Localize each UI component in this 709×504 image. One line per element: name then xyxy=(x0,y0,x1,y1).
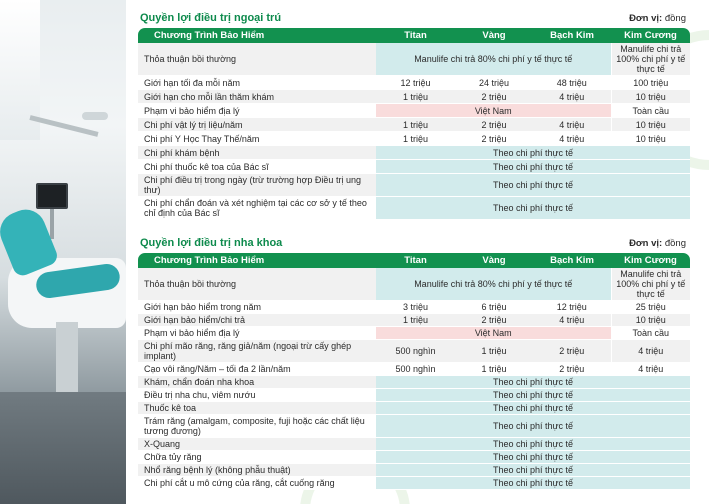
actual-cost-cell: Theo chi phí thực tế xyxy=(376,451,690,464)
cell-value: 12 triệu xyxy=(533,301,611,314)
row-label: Phạm vi bảo hiểm địa lý xyxy=(138,104,376,118)
table-row xyxy=(138,438,690,451)
row-label: Chi phí Y Học Thay Thế/năm xyxy=(138,132,376,146)
monitor-stand xyxy=(50,209,54,239)
table-header-row xyxy=(138,253,690,268)
cell-value: 2 triệu xyxy=(533,363,611,376)
row-label: X-Quang xyxy=(138,438,376,451)
actual-cost-cell: Theo chi phí thực tế xyxy=(376,174,690,197)
row-label: Chi phí mão răng, răng giả/năm (ngoại trừ cấy ghép implant) xyxy=(138,340,376,363)
cell-value: 2 triệu xyxy=(455,132,533,146)
merged-cell: Manulife chi trả 80% chi phí y tế thực tế xyxy=(376,268,611,301)
cell-value: 2 triệu xyxy=(455,118,533,132)
cell-value: 4 triệu xyxy=(533,132,611,146)
actual-cost-cell: Theo chi phí thực tế xyxy=(376,464,690,477)
row-label: Thỏa thuận bồi thường xyxy=(138,268,376,301)
row-label: Chi phí chẩn đoán và xét nghiệm tại các cơ sở y tế theo chỉ định của Bác sĩ xyxy=(138,197,376,220)
table-row xyxy=(138,363,690,376)
section-title: Quyền lợi điều trị ngoại trú xyxy=(140,12,282,24)
unit-value: đồng xyxy=(664,13,686,24)
table-row xyxy=(138,90,690,104)
merged-cell: Manulife chi trả 80% chi phí y tế thực tế xyxy=(376,43,611,76)
row-label: Cạo vôi răng/Năm – tối đa 2 lần/năm xyxy=(138,363,376,376)
row-label: Chi phí điều trị trong ngày (trừ trường hợp Điều trị ung thư) xyxy=(138,174,376,197)
cell-value: 2 triệu xyxy=(533,340,611,363)
chair-base xyxy=(56,322,78,392)
col-header-vang: Vàng xyxy=(455,28,533,43)
table-row xyxy=(138,340,690,363)
table-row xyxy=(138,268,690,301)
row-label: Trám răng (amalgam, composite, fuji hoặc các chất liệu tương đương) xyxy=(138,415,376,438)
cell-value: Manulife chi trả 100% chi phí y tế thực tế xyxy=(611,268,690,301)
cell-value: 10 triệu xyxy=(611,118,690,132)
actual-cost-cell: Theo chi phí thực tế xyxy=(376,415,690,438)
table-row xyxy=(138,118,690,132)
cell-value: 10 triệu xyxy=(611,314,690,327)
dental-section xyxy=(138,235,690,490)
row-label: Thỏa thuận bồi thường xyxy=(138,43,376,76)
table-body xyxy=(138,43,690,220)
table-row xyxy=(138,376,690,389)
col-header-program: Chương Trình Bảo Hiểm xyxy=(138,253,376,268)
floor xyxy=(0,392,126,504)
cell-value: 48 triệu xyxy=(533,76,611,90)
cell-value: 4 triệu xyxy=(533,118,611,132)
section-title: Quyền lợi điều trị nha khoa xyxy=(140,237,283,249)
row-label: Chi phí cắt u mô cứng của răng, cắt cuống răng xyxy=(138,477,376,490)
table-row xyxy=(138,451,690,464)
cell-value: 1 triệu xyxy=(455,363,533,376)
table-row xyxy=(138,174,690,197)
cell-value: 3 triệu xyxy=(376,301,455,314)
table-row xyxy=(138,104,690,118)
cell-value: 1 triệu xyxy=(455,340,533,363)
cell-value: 1 triệu xyxy=(376,90,455,104)
actual-cost-cell: Theo chi phí thực tế xyxy=(376,160,690,174)
table-row xyxy=(138,301,690,314)
cell-value: 4 triệu xyxy=(611,363,690,376)
col-header-bach-kim: Bạch Kim xyxy=(533,253,611,268)
row-label: Giới hạn bảo hiểm trong năm xyxy=(138,301,376,314)
table-row xyxy=(138,415,690,438)
lamp xyxy=(82,112,108,120)
row-label: Phạm vi bảo hiểm địa lý xyxy=(138,327,376,340)
cell-value: 2 triệu xyxy=(455,90,533,104)
table-row xyxy=(138,327,690,340)
actual-cost-cell: Theo chi phí thực tế xyxy=(376,146,690,160)
col-header-vang: Vàng xyxy=(455,253,533,268)
actual-cost-cell: Theo chi phí thực tế xyxy=(376,376,690,389)
unit-label: Đơn vị: xyxy=(629,13,663,24)
cell-value: 4 triệu xyxy=(611,340,690,363)
col-header-titan: Titan xyxy=(376,253,455,268)
col-header-bach-kim: Bạch Kim xyxy=(533,28,611,43)
actual-cost-cell: Theo chi phí thực tế xyxy=(376,402,690,415)
row-label: Khám, chẩn đoán nha khoa xyxy=(138,376,376,389)
cell-value: 4 triệu xyxy=(533,314,611,327)
row-label: Giới hạn tối đa mỗi năm xyxy=(138,76,376,90)
dental-clinic-photo xyxy=(0,0,126,504)
unit-note xyxy=(629,13,686,24)
row-label: Giới hạn cho mỗi lần thăm khám xyxy=(138,90,376,104)
row-label: Nhổ răng bệnh lý (không phẫu thuật) xyxy=(138,464,376,477)
col-header-program: Chương Trình Bảo Hiểm xyxy=(138,28,376,43)
cell-value: 24 triệu xyxy=(455,76,533,90)
cell-value: 10 triệu xyxy=(611,132,690,146)
cell-value: 1 triệu xyxy=(376,314,455,327)
dental-benefits-table xyxy=(138,253,690,490)
col-header-kim-cuong: Kim Cương xyxy=(611,253,690,268)
unit-note xyxy=(629,238,686,249)
table-row xyxy=(138,389,690,402)
section-header xyxy=(138,10,690,28)
table-row xyxy=(138,132,690,146)
unit-label: Đơn vị: xyxy=(629,238,663,249)
table-row xyxy=(138,160,690,174)
row-label: Chi phí vật lý trị liệu/năm xyxy=(138,118,376,132)
col-header-titan: Titan xyxy=(376,28,455,43)
table-row xyxy=(138,43,690,76)
cell-value: 12 triệu xyxy=(376,76,455,90)
cell-value: 6 triệu xyxy=(455,301,533,314)
table-body xyxy=(138,268,690,490)
table-row xyxy=(138,197,690,220)
cell-value: 100 triệu xyxy=(611,76,690,90)
cell-value: Toàn cầu xyxy=(611,104,690,118)
table-row xyxy=(138,477,690,490)
outpatient-section xyxy=(138,10,690,220)
cell-value: 1 triệu xyxy=(376,118,455,132)
table-row xyxy=(138,402,690,415)
monitor xyxy=(36,183,68,209)
cell-value: 1 triệu xyxy=(376,132,455,146)
actual-cost-cell: Theo chi phí thực tế xyxy=(376,389,690,402)
col-header-kim-cuong: Kim Cương xyxy=(611,28,690,43)
cell-value: 4 triệu xyxy=(533,90,611,104)
table-row xyxy=(138,464,690,477)
table-row xyxy=(138,146,690,160)
cell-value: 10 triệu xyxy=(611,90,690,104)
row-label: Giới hạn bảo hiểm/chi trả xyxy=(138,314,376,327)
actual-cost-cell: Theo chi phí thực tế xyxy=(376,477,690,490)
row-label: Điều trị nha chu, viêm nướu xyxy=(138,389,376,402)
cell-value: 25 triệu xyxy=(611,301,690,314)
cell-value: Manulife chi trả 100% chi phí y tế thực tế xyxy=(611,43,690,76)
cell-value: 500 nghìn xyxy=(376,363,455,376)
table-row xyxy=(138,314,690,327)
actual-cost-cell: Theo chi phí thực tế xyxy=(376,438,690,451)
row-label: Chi phí thuốc kê toa của Bác sĩ xyxy=(138,160,376,174)
row-label: Thuốc kê toa xyxy=(138,402,376,415)
section-header xyxy=(138,235,690,253)
table-header-row xyxy=(138,28,690,43)
outpatient-benefits-table xyxy=(138,28,690,220)
actual-cost-cell: Theo chi phí thực tế xyxy=(376,197,690,220)
merged-cell: Việt Nam xyxy=(376,104,611,118)
table-row xyxy=(138,76,690,90)
merged-cell: Việt Nam xyxy=(376,327,611,340)
row-label: Chi phí khám bệnh xyxy=(138,146,376,160)
cell-value: 500 nghìn xyxy=(376,340,455,363)
row-label: Chữa tủy răng xyxy=(138,451,376,464)
cell-value: Toàn cầu xyxy=(611,327,690,340)
cell-value: 2 triệu xyxy=(455,314,533,327)
unit-value: đồng xyxy=(664,238,686,249)
